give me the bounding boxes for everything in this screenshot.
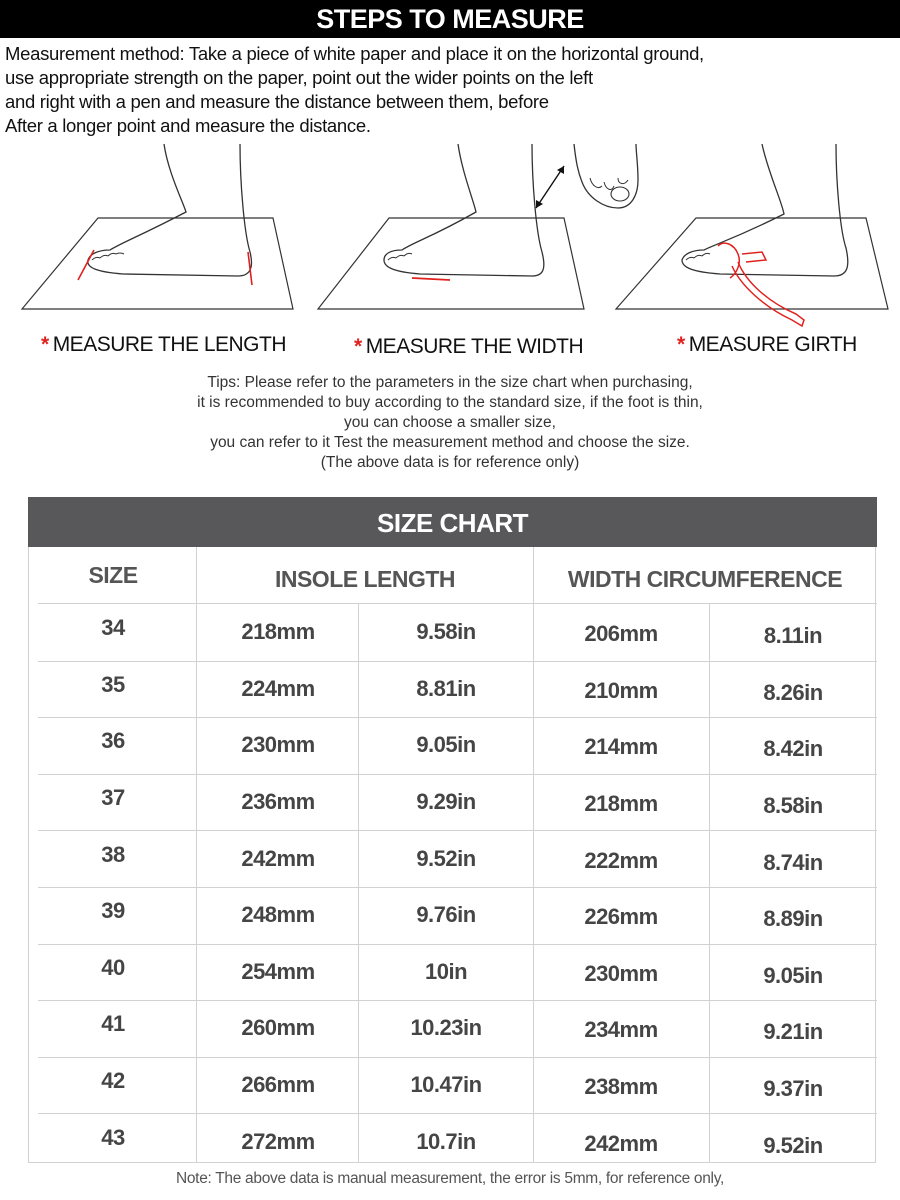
insole-mm-cell: 224mm — [241, 675, 315, 701]
insole-in-cell: 9.76in — [416, 902, 476, 928]
width-in-cell: 9.52in — [763, 1132, 823, 1158]
width-in-cell: 9.21in — [763, 1019, 823, 1045]
method-line: After a longer point and measure the distance. — [5, 115, 371, 136]
measure-girth-illustration — [612, 142, 894, 330]
insole-mm-cell: 254mm — [241, 958, 315, 984]
insole-in-cell: 9.05in — [416, 732, 476, 758]
size-chart-title: SIZE CHART — [28, 497, 877, 547]
size-cell: 39 — [101, 898, 125, 924]
insole-mm-cell: 236mm — [241, 789, 315, 815]
width-in-cell: 8.11in — [763, 623, 823, 649]
column-header-insole-length: INSOLE LENGTH — [274, 565, 456, 592]
size-cell: 36 — [101, 728, 125, 754]
step-label-girth: * MEASURE GIRTH — [677, 333, 857, 356]
insole-in-cell: 9.52in — [416, 845, 476, 871]
measure-length-illustration — [18, 142, 298, 314]
width-mm-cell: 242mm — [584, 1130, 658, 1156]
tips-line: you can refer to it Test the measurement method and choose the size. — [210, 434, 690, 451]
width-in-cell: 9.05in — [763, 962, 823, 988]
required-star: * — [41, 333, 49, 356]
insole-in-cell: 10.23in — [410, 1015, 482, 1041]
method-line: use appropriate strength on the paper, point out the wider points on the left — [5, 67, 593, 88]
width-in-cell: 8.89in — [763, 906, 823, 932]
width-mm-cell: 206mm — [584, 621, 658, 647]
column-header-width-circumference: WIDTH CIRCUMFERENCE — [567, 565, 843, 592]
insole-mm-cell: 260mm — [241, 1015, 315, 1041]
width-mm-cell: 214mm — [584, 734, 658, 760]
required-star: * — [677, 333, 685, 356]
insole-in-cell: 9.29in — [416, 789, 476, 815]
insole-mm-cell: 266mm — [241, 1072, 315, 1098]
size-chart-table — [28, 547, 876, 1163]
step-label-width: * MEASURE THE WIDTH — [354, 335, 584, 358]
tips-line: (The above data is for reference only) — [320, 454, 580, 471]
size-cell: 42 — [101, 1068, 125, 1094]
width-mm-cell: 210mm — [584, 677, 658, 703]
required-star: * — [354, 335, 362, 358]
insole-in-cell: 9.58in — [416, 619, 476, 645]
measure-width-illustration — [314, 142, 654, 314]
width-in-cell: 9.37in — [763, 1076, 823, 1102]
size-cell: 43 — [101, 1124, 125, 1150]
width-in-cell: 8.26in — [763, 679, 823, 705]
page-title: STEPS TO MEASURE — [0, 0, 900, 38]
insole-mm-cell: 248mm — [241, 902, 315, 928]
size-cell: 41 — [101, 1011, 125, 1037]
size-cell: 35 — [101, 671, 125, 697]
tips-line: you can choose a smaller size, — [344, 414, 556, 431]
size-cell: 40 — [101, 954, 125, 980]
width-mm-cell: 222mm — [584, 847, 658, 873]
tips-text — [0, 373, 900, 473]
insole-mm-cell: 272mm — [241, 1128, 315, 1154]
column-header-size: SIZE — [88, 561, 138, 588]
width-mm-cell: 218mm — [584, 791, 658, 817]
tips-line: Tips: Please refer to the parameters in the size chart when purchasing, — [207, 374, 693, 391]
size-cell: 37 — [101, 785, 125, 811]
insole-mm-cell: 242mm — [241, 845, 315, 871]
method-line: and right with a pen and measure the distance between them, before — [5, 91, 549, 112]
size-cell: 38 — [101, 841, 125, 867]
measurement-note: Note: The above data is manual measurement, the error is 5mm, for reference only, — [175, 1170, 725, 1187]
width-mm-cell: 238mm — [584, 1074, 658, 1100]
size-cell: 34 — [101, 615, 125, 641]
width-mm-cell: 226mm — [584, 904, 658, 930]
method-line: Measurement method: Take a piece of white paper and place it on the horizontal ground, — [5, 43, 704, 64]
step-label-length: * MEASURE THE LENGTH — [41, 333, 287, 356]
width-in-cell: 8.58in — [763, 793, 823, 819]
insole-mm-cell: 218mm — [241, 619, 315, 645]
width-mm-cell: 230mm — [584, 960, 658, 986]
insole-in-cell: 8.81in — [416, 675, 476, 701]
insole-in-cell: 10in — [424, 958, 468, 984]
measurement-method-text — [5, 42, 895, 138]
tips-line: it is recommended to buy according to the standard size, if the foot is thin, — [197, 394, 703, 411]
insole-in-cell: 10.47in — [410, 1072, 482, 1098]
width-in-cell: 8.42in — [763, 736, 823, 762]
width-mm-cell: 234mm — [584, 1017, 658, 1043]
insole-mm-cell: 230mm — [241, 732, 315, 758]
width-in-cell: 8.74in — [763, 849, 823, 875]
insole-in-cell: 10.7in — [416, 1128, 476, 1154]
